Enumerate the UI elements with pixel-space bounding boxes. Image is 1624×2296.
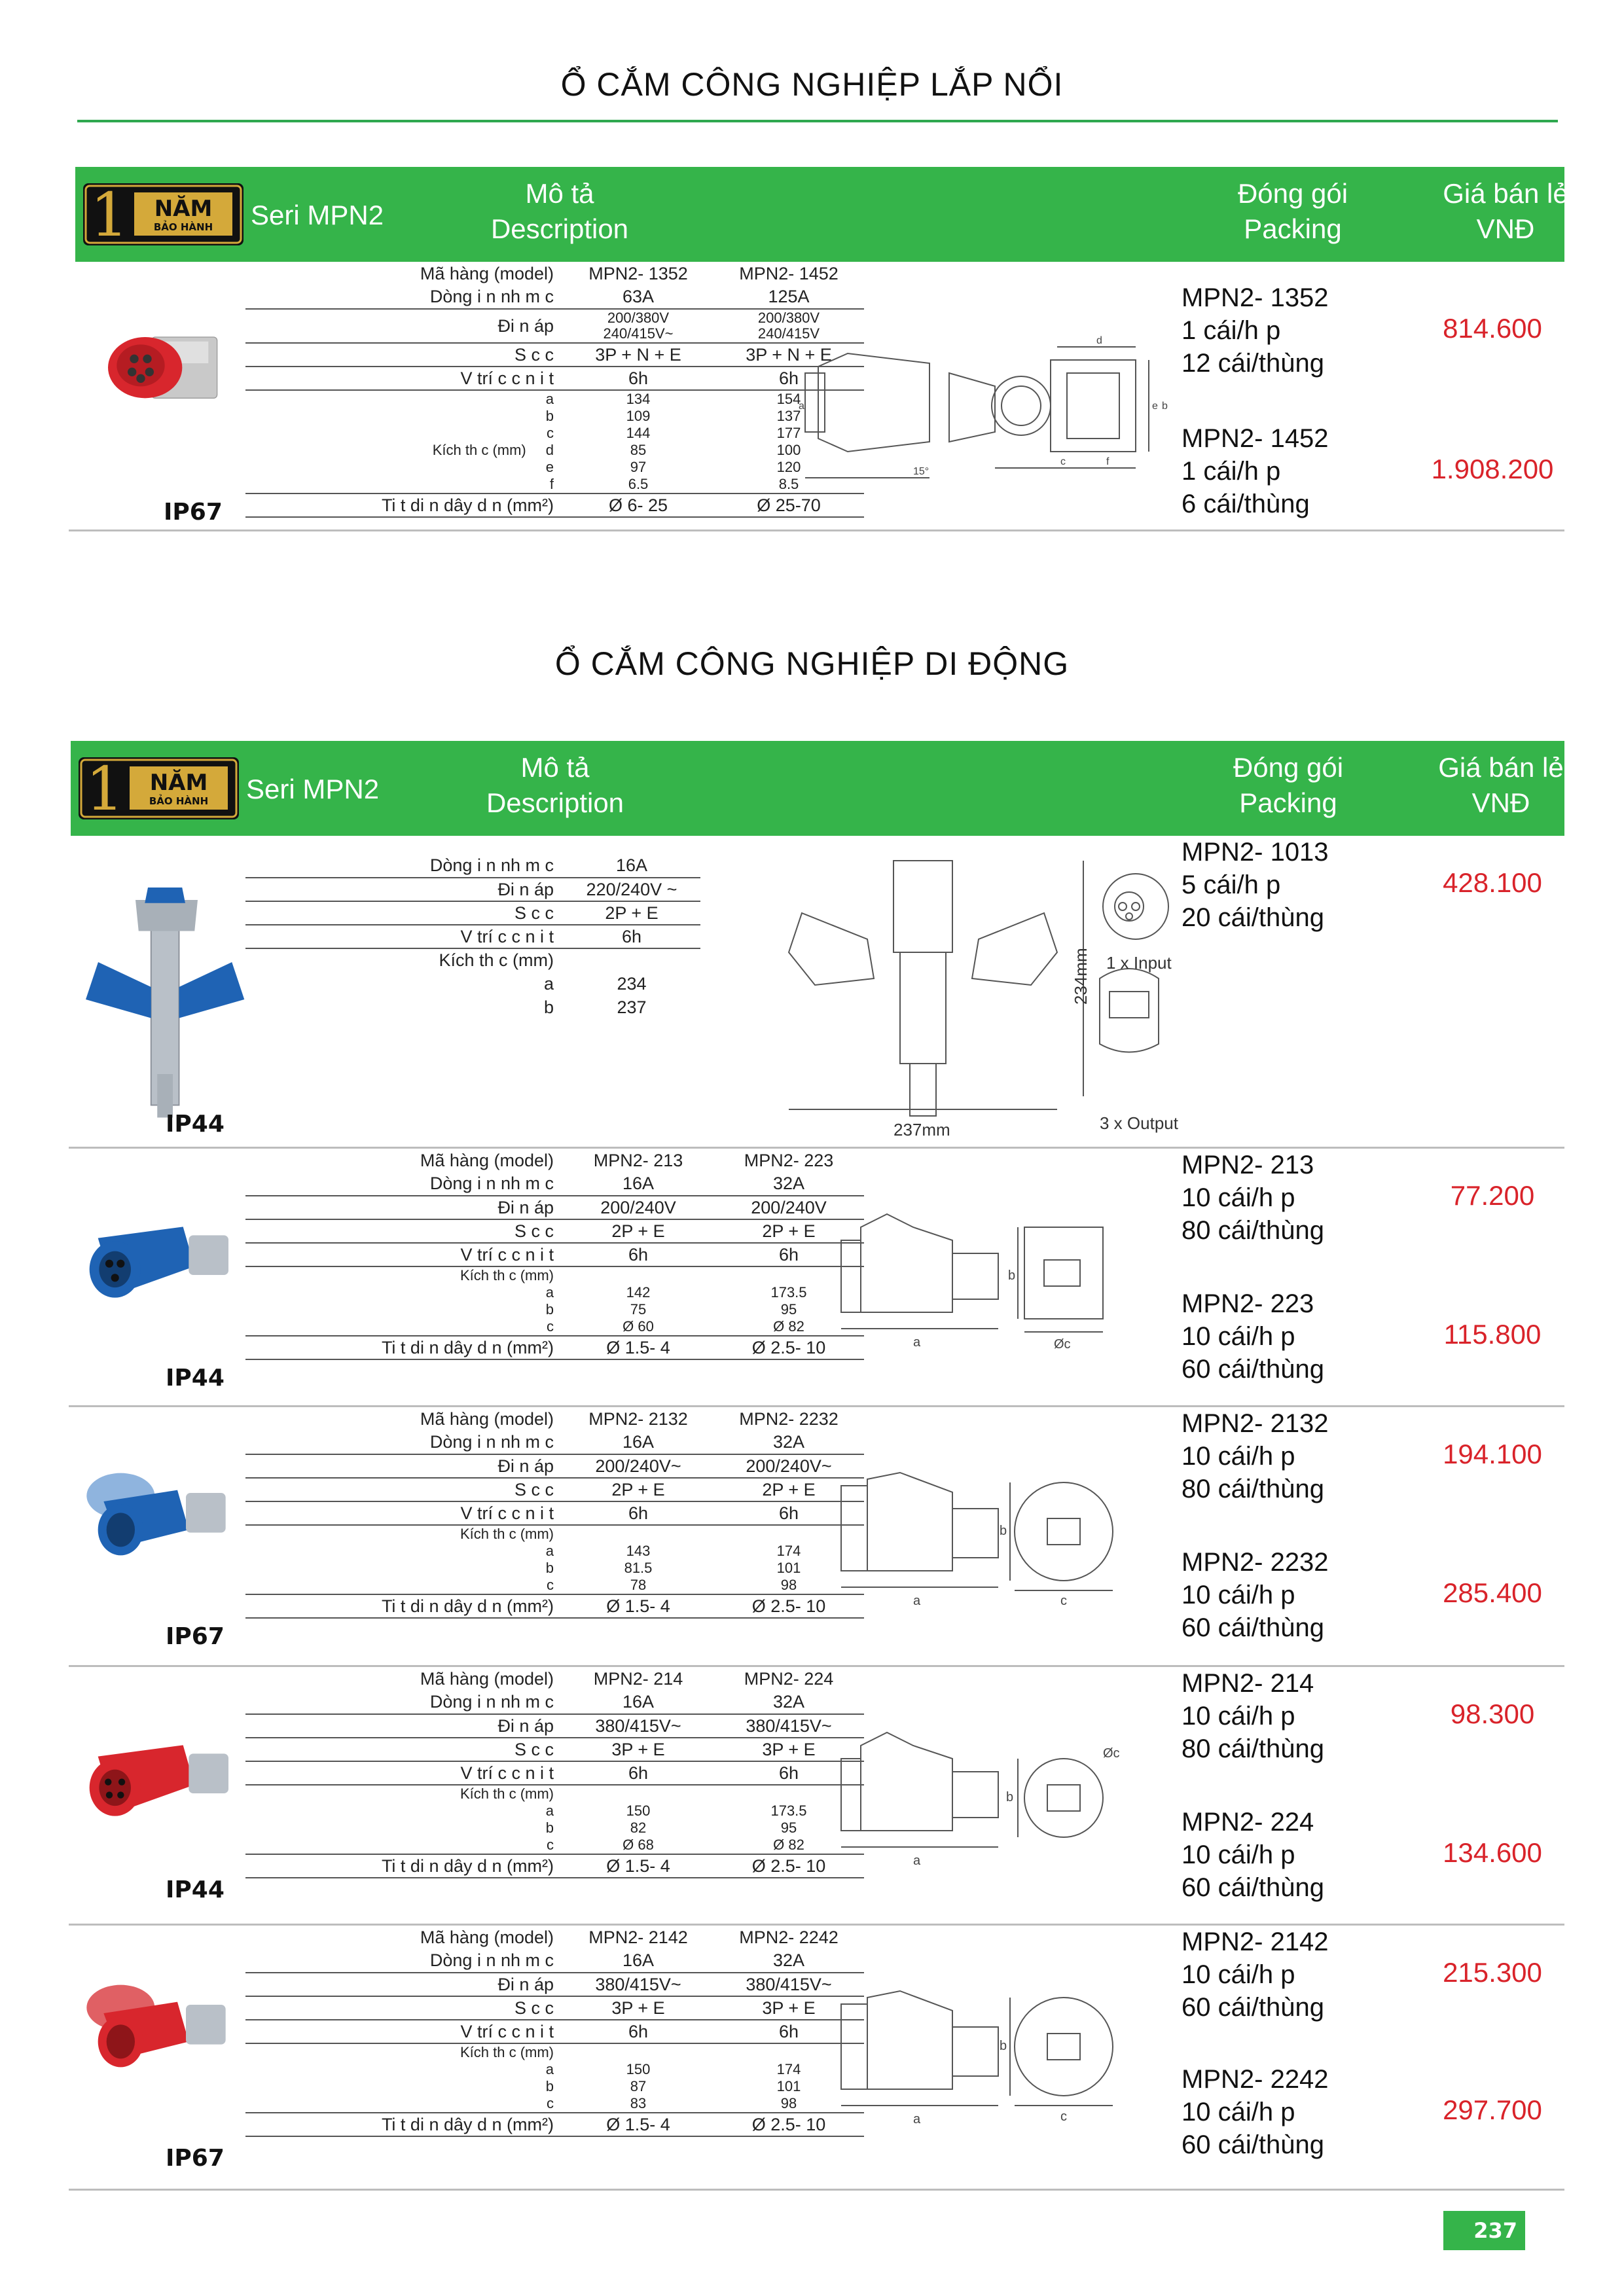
svg-text:3 x Output: 3 x Output <box>1100 1113 1178 1133</box>
spec-table: Mã hàng (model) MPN2- 214 MPN2- 224 Dòng i n nh m c 16A 32A Đi n áp 380/415V~ 380/415V~ S c c 3P + E 3P + E V trí c c n i t 6h 6h Kích th c (mm) a 150 173.5 b 82 95 c Ø 68 Ø 82 Ti t di n dây d n (mm²) Ø 1.5- 4 Ø 2.5- 10 <box>245 1667 864 1878</box>
red-wall-socket-image <box>69 324 252 455</box>
svg-text:c: c <box>1060 456 1066 467</box>
packing-mpn2-223: MPN2- 223 10 cái/h p 60 cái/thùng <box>1182 1289 1324 1384</box>
seri-label: Seri MPN2 <box>246 774 380 804</box>
packing-mpn2-1352: MPN2- 1352 1 cái/h p 12 cái/thùng <box>1182 283 1329 378</box>
row-divider <box>69 2189 1564 2191</box>
connector-ip67-drawing <box>828 1460 1168 1610</box>
svg-text:1: 1 <box>90 180 129 250</box>
price-mpn2-2142: 215.300 <box>1443 1957 1542 1988</box>
three-way-adapter-drawing <box>743 848 1178 1149</box>
section2-header-bar <box>71 741 1564 836</box>
svg-text:234mm: 234mm <box>1071 948 1091 1005</box>
price-mpn2-2132: 194.100 <box>1443 1439 1542 1469</box>
spec-table: Dòng i n nh m c 16A Đi n áp 220/240V ~ S c c 2P + E V trí c c n i t 6h Kích th c (mm) a 234 b 237 <box>245 854 700 1019</box>
ip-rating: IP67 <box>164 499 223 526</box>
section2-title: Ổ CẮM CÔNG NGHIỆP DI ĐỘNG <box>554 645 1070 682</box>
svg-text:c: c <box>1060 2109 1067 2124</box>
packing-mpn2-2242: MPN2- 2242 10 cái/h p 60 cái/thùng <box>1182 2065 1329 2159</box>
spec-table: Mã hàng (model) MPN2- 1352 MPN2- 1452 Dòng i n nh m c 63A 125A Đi n áp 200/380V 240/415V~ 200/380V 240/415V S c c 3P + N + E 3P + N + E V trí c c n i t 6h 6h a 134 154 b 109 137 c 144 177 Kích th c (mm) d 85 100 e 97 120 f 6.5 8.5 Ti t di n dây d n (mm²) Ø 6- 25 Ø 25-70 <box>245 262 864 518</box>
price-mpn2-214: 98.300 <box>1450 1698 1535 1729</box>
price-mpn2-2242: 297.700 <box>1443 2094 1542 2125</box>
spec-table: Mã hàng (model) MPN2- 213 MPN2- 223 Dòng i n nh m c 16A 32A Đi n áp 200/240V 200/240V S c c 2P + E 2P + E V trí c c n i t 6h 6h Kích th c (mm) a 142 173.5 b 75 95 c Ø 60 Ø 82 Ti t di n dây d n (mm²) Ø 1.5- 4 Ø 2.5- 10 <box>245 1149 864 1360</box>
svg-text:a: a <box>913 1335 921 1350</box>
svg-text:b: b <box>1162 401 1168 412</box>
warranty-badge <box>83 180 244 250</box>
spec-table: Mã hàng (model) MPN2- 2132 MPN2- 2232 Dòng i n nh m c 16A 32A Đi n áp 200/240V~ 200/240V~ S c c 2P + E 2P + E V trí c c n i t 6h 6h Kích th c (mm) a 143 174 b 81.5 101 c 78 98 Ti t di n dây d n (mm²) Ø 1.5- 4 Ø 2.5- 10 <box>245 1407 864 1619</box>
svg-text:d: d <box>1096 335 1102 346</box>
svg-text:BẢO HÀNH: BẢO HÀNH <box>149 795 209 807</box>
seri-label: Seri MPN2 <box>251 200 384 230</box>
svg-text:Øc: Øc <box>1103 1746 1120 1761</box>
packing-mpn2-224: MPN2- 224 10 cái/h p 60 cái/thùng <box>1182 1808 1324 1902</box>
product-row-mpn2-1352 <box>69 262 1564 531</box>
price-mpn2-224: 134.600 <box>1443 1837 1542 1868</box>
connector-drawing <box>828 1201 1168 1352</box>
header-description: Mô tả Description <box>486 752 624 818</box>
svg-text:BẢO HÀNH: BẢO HÀNH <box>153 221 213 233</box>
svg-text:a: a <box>799 401 804 412</box>
ip-rating: IP44 <box>166 1111 225 1138</box>
header-packing: Đóng gói Packing <box>1233 752 1344 818</box>
price-mpn2-213: 77.200 <box>1450 1180 1535 1211</box>
product-row-mpn2-214 <box>69 1667 1564 1926</box>
packing-mpn2-1452: MPN2- 1452 1 cái/h p 6 cái/thùng <box>1182 424 1329 518</box>
ip-rating: IP44 <box>166 1365 225 1391</box>
header-price: Giá bán lẻ VNĐ <box>1443 178 1568 244</box>
svg-text:c: c <box>1060 1594 1067 1608</box>
svg-text:b: b <box>1000 1524 1007 1538</box>
connector-3p-drawing <box>828 1719 1168 1870</box>
warranty-badge <box>79 754 239 824</box>
ip-rating: IP67 <box>166 1623 225 1650</box>
svg-text:a: a <box>913 1594 921 1608</box>
spec-table: Mã hàng (model) MPN2- 2142 MPN2- 2242 Dòng i n nh m c 16A 32A Đi n áp 380/415V~ 380/415V~ S c c 3P + E 3P + E V trí c c n i t 6h 6h Kích th c (mm) a 150 174 b 87 101 c 83 98 Ti t di n dây d n (mm²) Ø 1.5- 4 Ø 2.5- 10 <box>245 1926 864 2137</box>
price-mpn2-1352: 814.600 <box>1443 313 1542 344</box>
row-divider <box>69 529 1564 531</box>
svg-text:b: b <box>1000 2039 1007 2053</box>
connector-3p-ip67-drawing <box>828 1978 1168 2128</box>
svg-text:NĂM: NĂM <box>154 196 213 222</box>
ip-rating: IP67 <box>166 2145 225 2172</box>
svg-text:e: e <box>1152 401 1158 412</box>
header-description: Mô tả Description <box>490 178 629 244</box>
header-price: Giá bán lẻ VNĐ <box>1438 752 1564 818</box>
product-row-mpn2-2132 <box>69 1407 1564 1667</box>
price-mpn2-1013: 428.100 <box>1443 867 1542 898</box>
svg-text:f: f <box>1106 456 1110 467</box>
svg-text:b: b <box>1006 1790 1014 1804</box>
svg-text:Øc: Øc <box>1054 1337 1071 1352</box>
section1-title: Ổ CẮM CÔNG NGHIỆP LẮP NỔI <box>560 66 1064 103</box>
blue-connector-image <box>69 1181 252 1352</box>
red-ip67-connector-image <box>69 1945 252 2115</box>
blue-ip67-connector-image <box>69 1433 252 1604</box>
packing-mpn2-213: MPN2- 213 10 cái/h p 80 cái/thùng <box>1182 1151 1324 1245</box>
svg-text:15°: 15° <box>913 466 929 477</box>
svg-text:b: b <box>1008 1268 1016 1283</box>
price-mpn2-223: 115.800 <box>1443 1319 1542 1350</box>
svg-text:a: a <box>913 2112 921 2126</box>
svg-text:1 x Input: 1 x Input <box>1106 953 1172 973</box>
packing-mpn2-2232: MPN2- 2232 10 cái/h p 60 cái/thùng <box>1182 1548 1329 1642</box>
svg-text:1: 1 <box>85 754 124 824</box>
packing-mpn2-2132: MPN2- 2132 10 cái/h p 80 cái/thùng <box>1182 1409 1329 1503</box>
three-way-adapter-image <box>69 875 252 1124</box>
header-packing: Đóng gói Packing <box>1237 178 1348 244</box>
red-connector-image <box>69 1700 252 1870</box>
svg-text:a: a <box>913 1854 921 1868</box>
price-mpn2-2232: 285.400 <box>1443 1577 1542 1608</box>
packing-mpn2-1013: MPN2- 1013 5 cái/h p 20 cái/thùng <box>1182 838 1329 932</box>
product-row-mpn2-2142 <box>69 1926 1564 2191</box>
packing-mpn2-214: MPN2- 214 10 cái/h p 80 cái/thùng <box>1182 1669 1324 1763</box>
svg-text:NĂM: NĂM <box>149 770 208 796</box>
page-number: 237 <box>1443 2211 1525 2250</box>
wall-socket-drawing <box>799 327 1168 497</box>
svg-text:237mm: 237mm <box>893 1120 950 1139</box>
product-row-mpn2-1013 <box>69 836 1564 1149</box>
section1-title-rule <box>77 120 1558 122</box>
ip-rating: IP44 <box>166 1876 225 1903</box>
section1-header-bar <box>75 167 1568 262</box>
packing-mpn2-2142: MPN2- 2142 10 cái/h p 60 cái/thùng <box>1182 1928 1329 2022</box>
product-row-mpn2-213 <box>69 1149 1564 1407</box>
price-mpn2-1452: 1.908.200 <box>1431 454 1554 484</box>
